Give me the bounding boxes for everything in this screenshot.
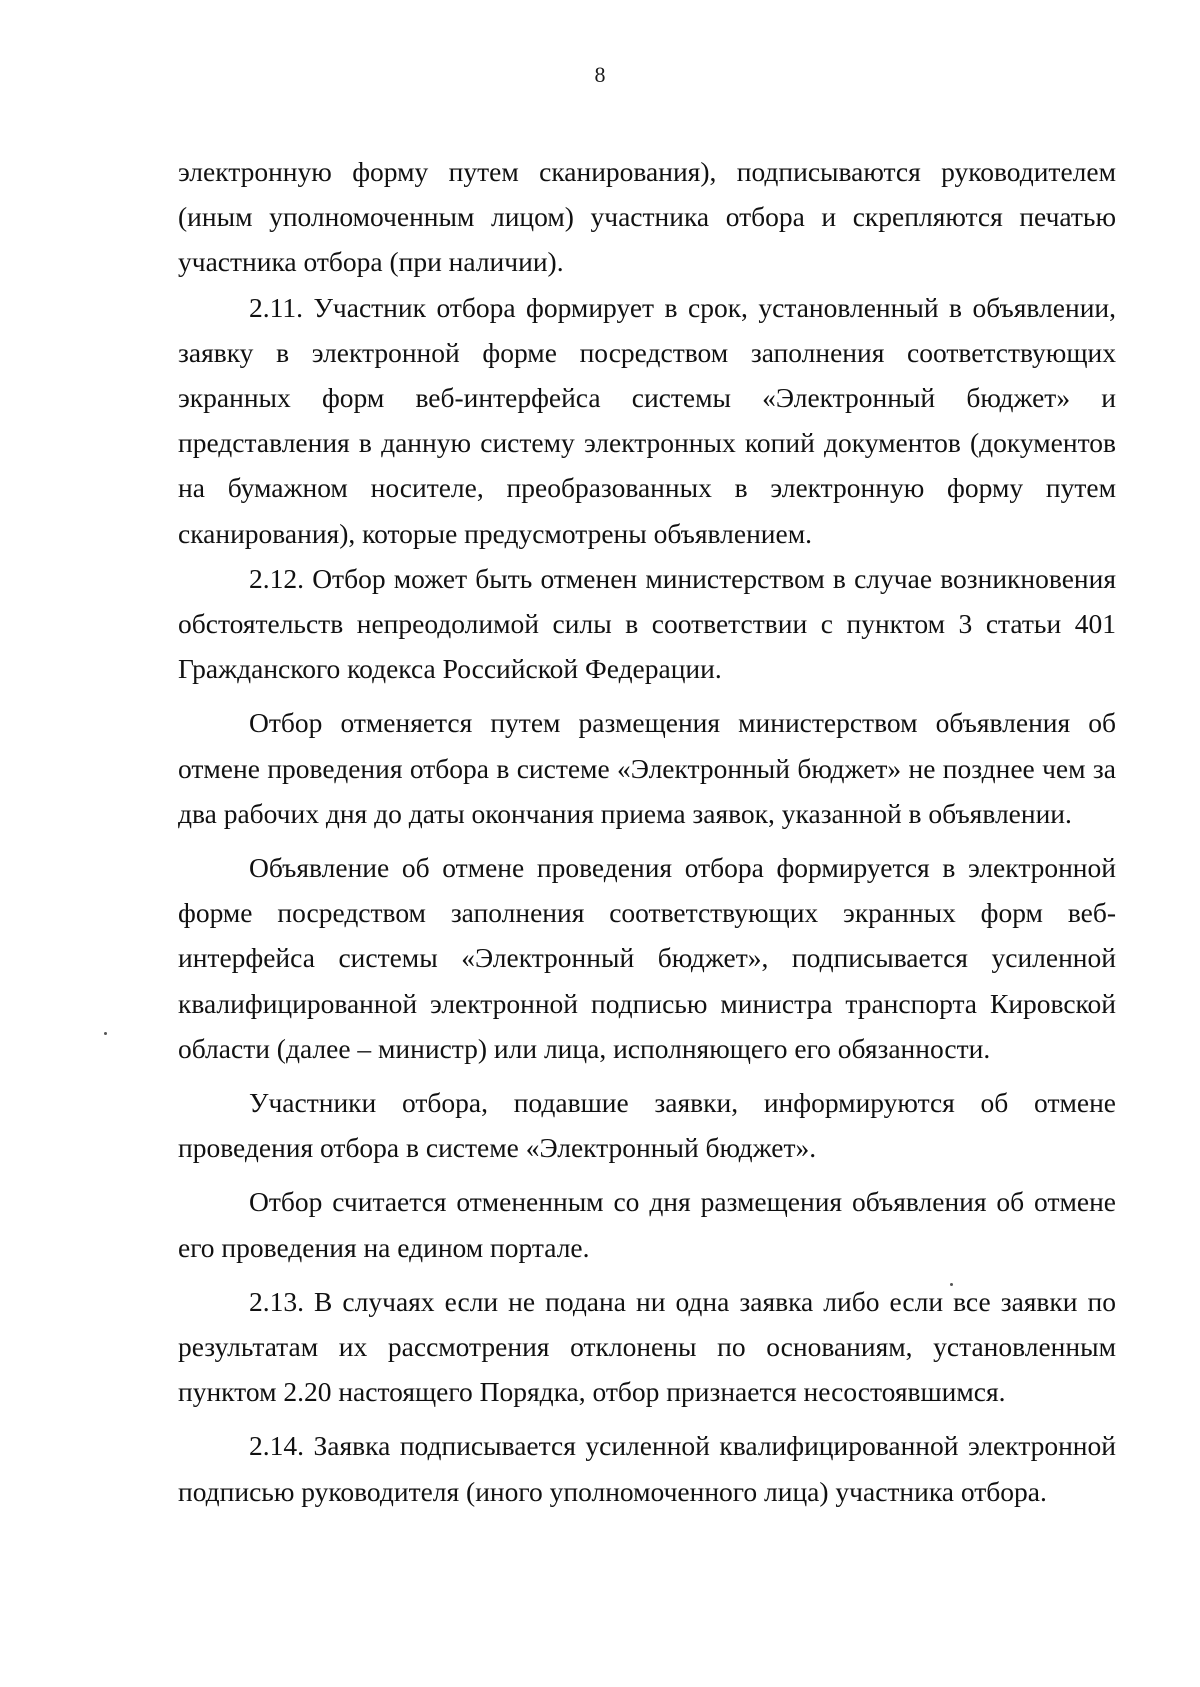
- paragraph-2-14: 2.14. Заявка подписывается усиленной квалифицированной электронной подписью руководителя (иного уполномоченного лица) участника отбора.: [178, 1430, 1116, 1507]
- paragraph-2-11: 2.11. Участник отбора формирует в срок, установленный в объявлении, заявку в электронной форме посредством заполнения соответствующих экранных форм веб-интерфейса системы «Электронный бюджет» и представления в данную систему электронных копий документов (документов на бумажном носителе, преобразованных в электронную форму путем сканирования), которые предусмотрены объявлением.: [178, 291, 1116, 549]
- page-number: 8: [594, 62, 606, 87]
- paragraph-cancellation-effective: Отбор считается отмененным со дня размещения объявления об отмене его проведения на едином портале.: [178, 1186, 1116, 1263]
- scan-speck: [950, 1283, 953, 1286]
- paragraph-participants-informed: Участники отбора, подавшие заявки, информируются об отмене проведения отбора в системе «Электронный бюджет».: [178, 1087, 1116, 1164]
- paragraph-2-13: 2.13. В случаях если не подана ни одна заявка либо если все заявки по результатам их рассмотрения отклонены по основаниям, установленным пунктом 2.20 настоящего Порядка, отбор признается несостоявшимся.: [178, 1285, 1116, 1408]
- paragraph-cancellation-method: Отбор отменяется путем размещения министерством объявления об отмене проведения отбора в системе «Электронный бюджет» не позднее чем за два рабочих дня до даты окончания приема заявок, указанной в объявлении.: [178, 707, 1116, 829]
- paragraph-continuation: электронную форму путем сканирования), подписываются руководителем (иным уполномоченным лицом) участника отбора и скрепляются печатью участника отбора (при наличии).: [178, 156, 1116, 278]
- document-body: [178, 149, 1116, 1514]
- scan-speck: [104, 1032, 107, 1035]
- paragraph-2-12: 2.12. Отбор может быть отменен министерством в случае возникновения обстоятельств непреодолимой силы в соответствии с пунктом 3 статьи 401 Гражданского кодекса Российской Федерации.: [178, 562, 1116, 685]
- paragraph-cancellation-notice: Объявление об отмене проведения отбора формируется в электронной форме посредством заполнения соответствующих экранных форм веб-интерфейса системы «Электронный бюджет», подписывается усиленной квалифицированной электронной подписью министра транспорта Кировской области (далее – министр) или лица, исполняющего его обязанности.: [178, 852, 1116, 1064]
